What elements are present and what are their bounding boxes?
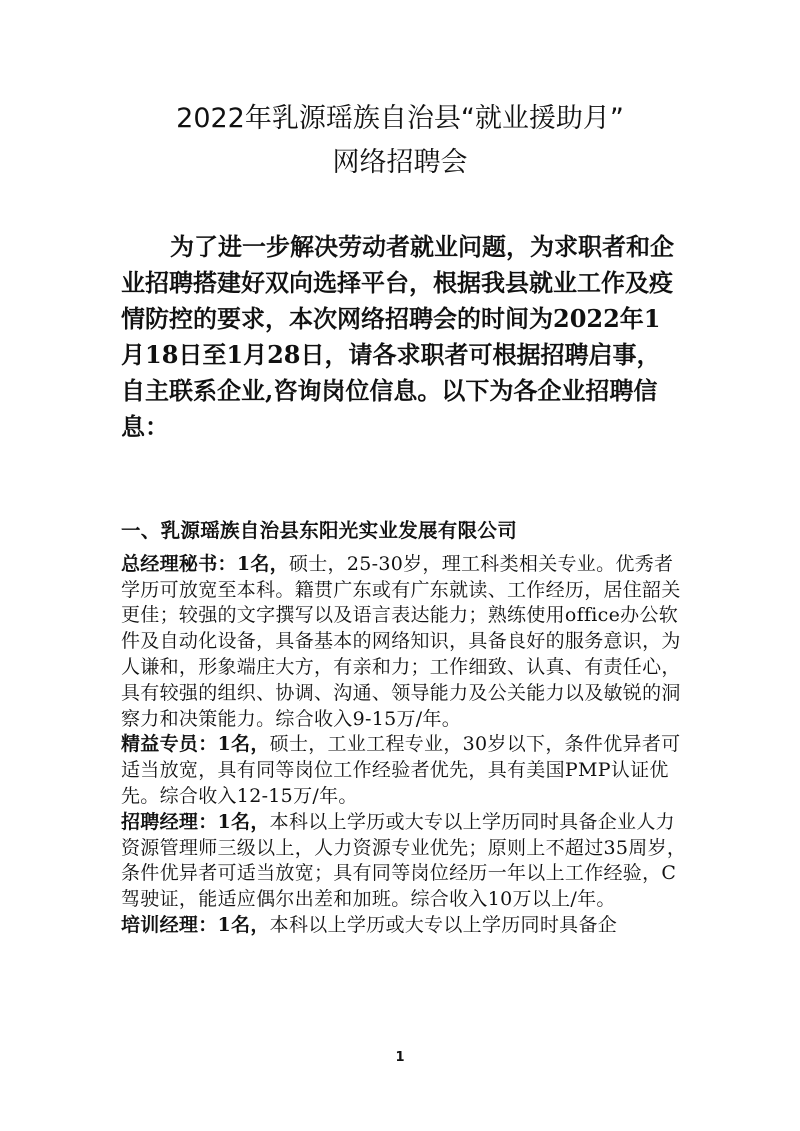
job-title: 培训经理： (121, 913, 218, 936)
intro-line: 为了进一步解决劳动者就业问题，为求职者和企 (170, 232, 674, 261)
intro-line: 情防控的要求，本次网络招聘会的时间为2022年1 (121, 304, 661, 333)
job-entry (121, 552, 691, 733)
job-count: 1名， (217, 913, 270, 936)
job-description: 本科以上学历或大专以上学历同时具备企 (269, 913, 618, 936)
job-count: 1名， (217, 810, 270, 833)
intro-line: 月18日至1月28日，请各求职者可根据招聘启事， (121, 340, 661, 369)
job-description: 硕士，25-30岁，理工科类相关专业。优秀者学历可放宽至本科。籍贯广东或有广东就读、工作经历，居住韶关更佳；较强的文字撰写以及语言表达能力；熟练使用office办公软件及自动化设备，具备基本的网络知识，具备良好的服务意识，为人谦和，形象端庄大方，有亲和力；工作细致、认真、有责任心，具有较强的组织、协调、沟通、领导能力及公关能力以及敏锐的洞察力和决策能力。综合收入9-15万/年。 (121, 552, 681, 730)
intro-line: 自主联系企业,咨询岗位信息。以下为各企业招聘信 (121, 376, 658, 405)
intro-line: 息： (121, 412, 169, 441)
job-count: 1名， (236, 552, 289, 575)
job-entry (121, 913, 691, 939)
document-title-line-2: 网络招聘会 (332, 147, 468, 178)
company-heading: 一、乳源瑶族自治县东阳光实业发展有限公司 (121, 519, 518, 542)
job-entry (121, 732, 691, 809)
document-title-line-1: 2022年乳源瑶族自治县“就业援助月” (176, 103, 624, 134)
job-entry (121, 810, 691, 913)
company-section (121, 518, 691, 939)
job-description: 本科以上学历或大专以上学历同时具备企业人力资源管理师三级以上，人力资源专业优先；原则上不超过35周岁，条件优异者可适当放宽；具有同等岗位经历一年以上工作经验，C驾驶证，能适应偶尔出差和加班。综合收入10万以上/年。 (121, 810, 687, 911)
job-title: 精益专员： (121, 733, 218, 756)
intro-line: 业招聘搭建好双向选择平台，根据我县就业工作及疫 (121, 268, 673, 297)
job-description: 硕士，工业工程专业，30岁以下，条件优异者可适当放宽，具有同等岗位工作经验者优先，具有美国PMP认证优先。综合收入12-15万/年。 (121, 733, 681, 807)
job-title: 总经理秘书： (121, 552, 237, 575)
job-title: 招聘经理： (121, 810, 218, 833)
page-number: 1 (395, 1050, 405, 1065)
intro-paragraph (121, 229, 687, 445)
job-count: 1名， (217, 733, 270, 756)
